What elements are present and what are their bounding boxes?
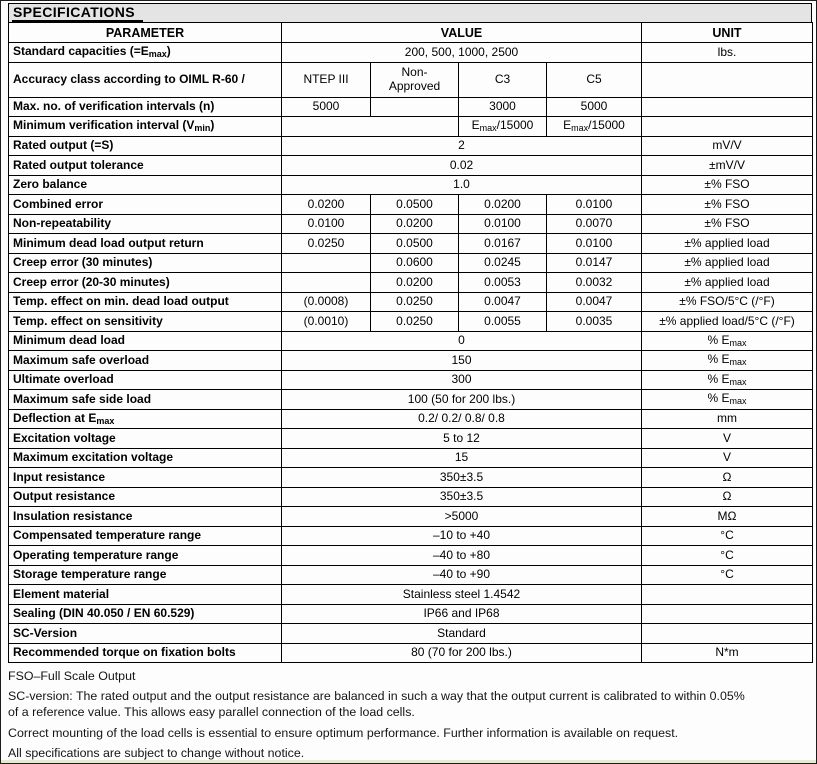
value-cell: (0.0008) <box>282 292 371 312</box>
table-row <box>9 429 813 449</box>
table-row <box>9 468 813 488</box>
table-row <box>9 292 813 312</box>
value-cell: C3 <box>459 62 547 97</box>
unit-cell: ±% FSO/5°C (/°F) <box>642 292 813 312</box>
unit-cell: ±% FSO <box>642 175 813 195</box>
table-row <box>9 585 813 605</box>
unit-cell: lbs. <box>642 43 813 63</box>
table-body <box>9 43 813 663</box>
value-cell: C5 <box>547 62 642 97</box>
parameter-cell: Minimum verification interval $(V_{min})$ <box>9 117 282 137</box>
parameter-cell: Zero balance <box>9 175 282 195</box>
parameter-cell: Operating temperature range <box>9 546 282 566</box>
value-cell: 100 (50 for 200 lbs.) <box>282 390 642 410</box>
specifications-title-bar <box>8 3 812 22</box>
unit-cell: % $E_{max}$ <box>642 390 813 410</box>
table-row <box>9 565 813 585</box>
footnote-line: All specifications are subject to change without notice. <box>8 746 305 760</box>
value-cell <box>282 273 371 293</box>
parameter-cell: SC-Version <box>9 624 282 644</box>
value-cell: 0.2/ 0.2/ 0.8/ 0.8 <box>282 409 642 429</box>
value-cell: $E_{max}/15000$ <box>547 117 642 137</box>
parameter-cell: Temp. effect on min. dead load output <box>9 292 282 312</box>
value-cell <box>371 97 459 117</box>
parameter-cell: Input resistance <box>9 468 282 488</box>
table-row <box>9 351 813 371</box>
table-row <box>9 234 813 254</box>
unit-cell: °C <box>642 546 813 566</box>
unit-cell: MΩ <box>642 507 813 527</box>
value-cell: 5000 <box>282 97 371 117</box>
value-cell <box>282 253 371 273</box>
footnotes <box>8 669 814 764</box>
table-row <box>9 214 813 234</box>
table-row <box>9 117 813 137</box>
table-row <box>9 507 813 527</box>
parameter-cell: Creep error (20-30 minutes) <box>9 273 282 293</box>
table-header-row <box>9 23 813 43</box>
unit-cell <box>642 585 813 605</box>
value-cell: NTEP III <box>282 62 371 97</box>
value-cell: 0.0200 <box>371 214 459 234</box>
scan-edge-artifact <box>1 760 816 763</box>
table-row <box>9 448 813 468</box>
parameter-cell: Standard capacities $(=E_{max})$ <box>9 43 282 63</box>
parameter-cell: Combined error <box>9 195 282 215</box>
specifications-table <box>8 22 813 663</box>
table-row <box>9 370 813 390</box>
value-cell: Standard <box>282 624 642 644</box>
value-cell: >5000 <box>282 507 642 527</box>
parameter-cell: Excitation voltage <box>9 429 282 449</box>
parameter-cell: Recommended torque on fixation bolts <box>9 643 282 663</box>
table-row <box>9 195 813 215</box>
column-header-unit: UNIT <box>642 23 813 43</box>
value-cell: 0.0500 <box>371 195 459 215</box>
page-title: SPECIFICATIONS <box>12 4 143 23</box>
parameter-cell: Element material <box>9 585 282 605</box>
value-cell: 0.0100 <box>547 234 642 254</box>
value-cell <box>282 117 459 137</box>
value-cell: 0.0200 <box>459 195 547 215</box>
table-row <box>9 253 813 273</box>
column-header-value: VALUE <box>282 23 642 43</box>
value-cell: 5000 <box>547 97 642 117</box>
value-cell: Stainless steel 1.4542 <box>282 585 642 605</box>
parameter-cell: Accuracy class according to OIML R-60 / <box>9 62 282 97</box>
value-cell: 0.0047 <box>459 292 547 312</box>
value-cell: –40 to +80 <box>282 546 642 566</box>
unit-cell <box>642 117 813 137</box>
value-cell: 3000 <box>459 97 547 117</box>
table-row <box>9 97 813 117</box>
parameter-cell: Max. no. of verification intervals (n) <box>9 97 282 117</box>
unit-cell: °C <box>642 565 813 585</box>
unit-cell: % $E_{max}$ <box>642 351 813 371</box>
value-cell: 0.0250 <box>371 292 459 312</box>
value-cell: 350±3.5 <box>282 487 642 507</box>
parameter-cell: Minimum dead load <box>9 331 282 351</box>
table-row <box>9 136 813 156</box>
unit-cell <box>642 62 813 97</box>
parameter-cell: Deflection at $E_{max}$ <box>9 409 282 429</box>
value-cell: 0.0500 <box>371 234 459 254</box>
table-row <box>9 312 813 332</box>
parameter-cell: Storage temperature range <box>9 565 282 585</box>
parameter-cell: Ultimate overload <box>9 370 282 390</box>
table-row <box>9 390 813 410</box>
unit-cell: V <box>642 448 813 468</box>
value-cell: –40 to +90 <box>282 565 642 585</box>
table-row <box>9 43 813 63</box>
value-cell: 300 <box>282 370 642 390</box>
table-row <box>9 409 813 429</box>
unit-cell: mV/V <box>642 136 813 156</box>
parameter-cell: Output resistance <box>9 487 282 507</box>
unit-cell: N*m <box>642 643 813 663</box>
unit-cell: ±% FSO <box>642 214 813 234</box>
value-cell: 0.0200 <box>371 273 459 293</box>
parameter-cell: Sealing (DIN 40.050 / EN 60.529) <box>9 604 282 624</box>
unit-cell: ±mV/V <box>642 156 813 176</box>
unit-cell: °C <box>642 526 813 546</box>
value-cell: 0.02 <box>282 156 642 176</box>
value-cell: 0.0032 <box>547 273 642 293</box>
value-cell: 150 <box>282 351 642 371</box>
unit-cell: ±% applied load <box>642 273 813 293</box>
unit-cell: V <box>642 429 813 449</box>
value-cell: –10 to +40 <box>282 526 642 546</box>
unit-cell <box>642 97 813 117</box>
value-cell: 0.0100 <box>547 195 642 215</box>
parameter-cell: Maximum safe side load <box>9 390 282 410</box>
parameter-cell: Maximum excitation voltage <box>9 448 282 468</box>
value-cell: 0.0035 <box>547 312 642 332</box>
value-cell: 0.0245 <box>459 253 547 273</box>
unit-cell: ±% FSO <box>642 195 813 215</box>
unit-cell: % $E_{max}$ <box>642 370 813 390</box>
unit-cell: Ω <box>642 468 813 488</box>
unit-cell: Ω <box>642 487 813 507</box>
table-row <box>9 624 813 644</box>
value-cell: (0.0010) <box>282 312 371 332</box>
footnote-line: FSO–Full Scale Output <box>8 669 136 683</box>
value-cell: 0.0250 <box>371 312 459 332</box>
column-header-parameter: PARAMETER <box>9 23 282 43</box>
value-cell: 0.0600 <box>371 253 459 273</box>
unit-cell <box>642 624 813 644</box>
value-cell: 1.0 <box>282 175 642 195</box>
parameter-cell: Maximum safe overload <box>9 351 282 371</box>
table-row <box>9 643 813 663</box>
table-row <box>9 546 813 566</box>
table-row <box>9 487 813 507</box>
value-cell: 5 to 12 <box>282 429 642 449</box>
parameter-cell: Rated output (=S) <box>9 136 282 156</box>
parameter-cell: Compensated temperature range <box>9 526 282 546</box>
value-cell: 0.0167 <box>459 234 547 254</box>
value-cell: 350±3.5 <box>282 468 642 488</box>
parameter-cell: Insulation resistance <box>9 507 282 527</box>
parameter-cell: Temp. effect on sensitivity <box>9 312 282 332</box>
table-row <box>9 331 813 351</box>
parameter-cell: Creep error (30 minutes) <box>9 253 282 273</box>
value-cell: 0.0147 <box>547 253 642 273</box>
value-cell: 0 <box>282 331 642 351</box>
table-row <box>9 604 813 624</box>
parameter-cell: Rated output tolerance <box>9 156 282 176</box>
unit-cell: % $E_{max}$ <box>642 331 813 351</box>
value-cell: 0.0053 <box>459 273 547 293</box>
value-cell: 0.0047 <box>547 292 642 312</box>
unit-cell <box>642 604 813 624</box>
unit-cell: ±% applied load <box>642 234 813 254</box>
unit-cell: mm <box>642 409 813 429</box>
value-cell: 0.0100 <box>282 214 371 234</box>
footnote-line: SC-version: The rated output and the output resistance are balanced in such a way that the output current is calibrated to within 0.05% of a reference value. This allows easy parallel connection of the load cells. <box>8 689 745 720</box>
unit-cell: ±% applied load/5°C (/°F) <box>642 312 813 332</box>
value-cell: 80 (70 for 200 lbs.) <box>282 643 642 663</box>
unit-cell: ±% applied load <box>642 253 813 273</box>
table-row <box>9 175 813 195</box>
value-cell: 0.0250 <box>282 234 371 254</box>
value-cell: 0.0200 <box>282 195 371 215</box>
value-cell: 200, 500, 1000, 2500 <box>282 43 642 63</box>
parameter-cell: Non-repeatability <box>9 214 282 234</box>
value-cell: 0.0055 <box>459 312 547 332</box>
table-row <box>9 156 813 176</box>
value-cell: Non- Approved <box>371 62 459 97</box>
value-cell: 0.0070 <box>547 214 642 234</box>
table-row <box>9 62 813 97</box>
table-row <box>9 526 813 546</box>
table-row <box>9 273 813 293</box>
value-cell: 2 <box>282 136 642 156</box>
value-cell: 15 <box>282 448 642 468</box>
footnote-line: Correct mounting of the load cells is essential to ensure optimum performance. Further information is available on request. <box>8 725 679 740</box>
value-cell: IP66 and IP68 <box>282 604 642 624</box>
parameter-cell: Minimum dead load output return <box>9 234 282 254</box>
value-cell: $E_{max}/15000$ <box>459 117 547 137</box>
value-cell: 0.0100 <box>459 214 547 234</box>
